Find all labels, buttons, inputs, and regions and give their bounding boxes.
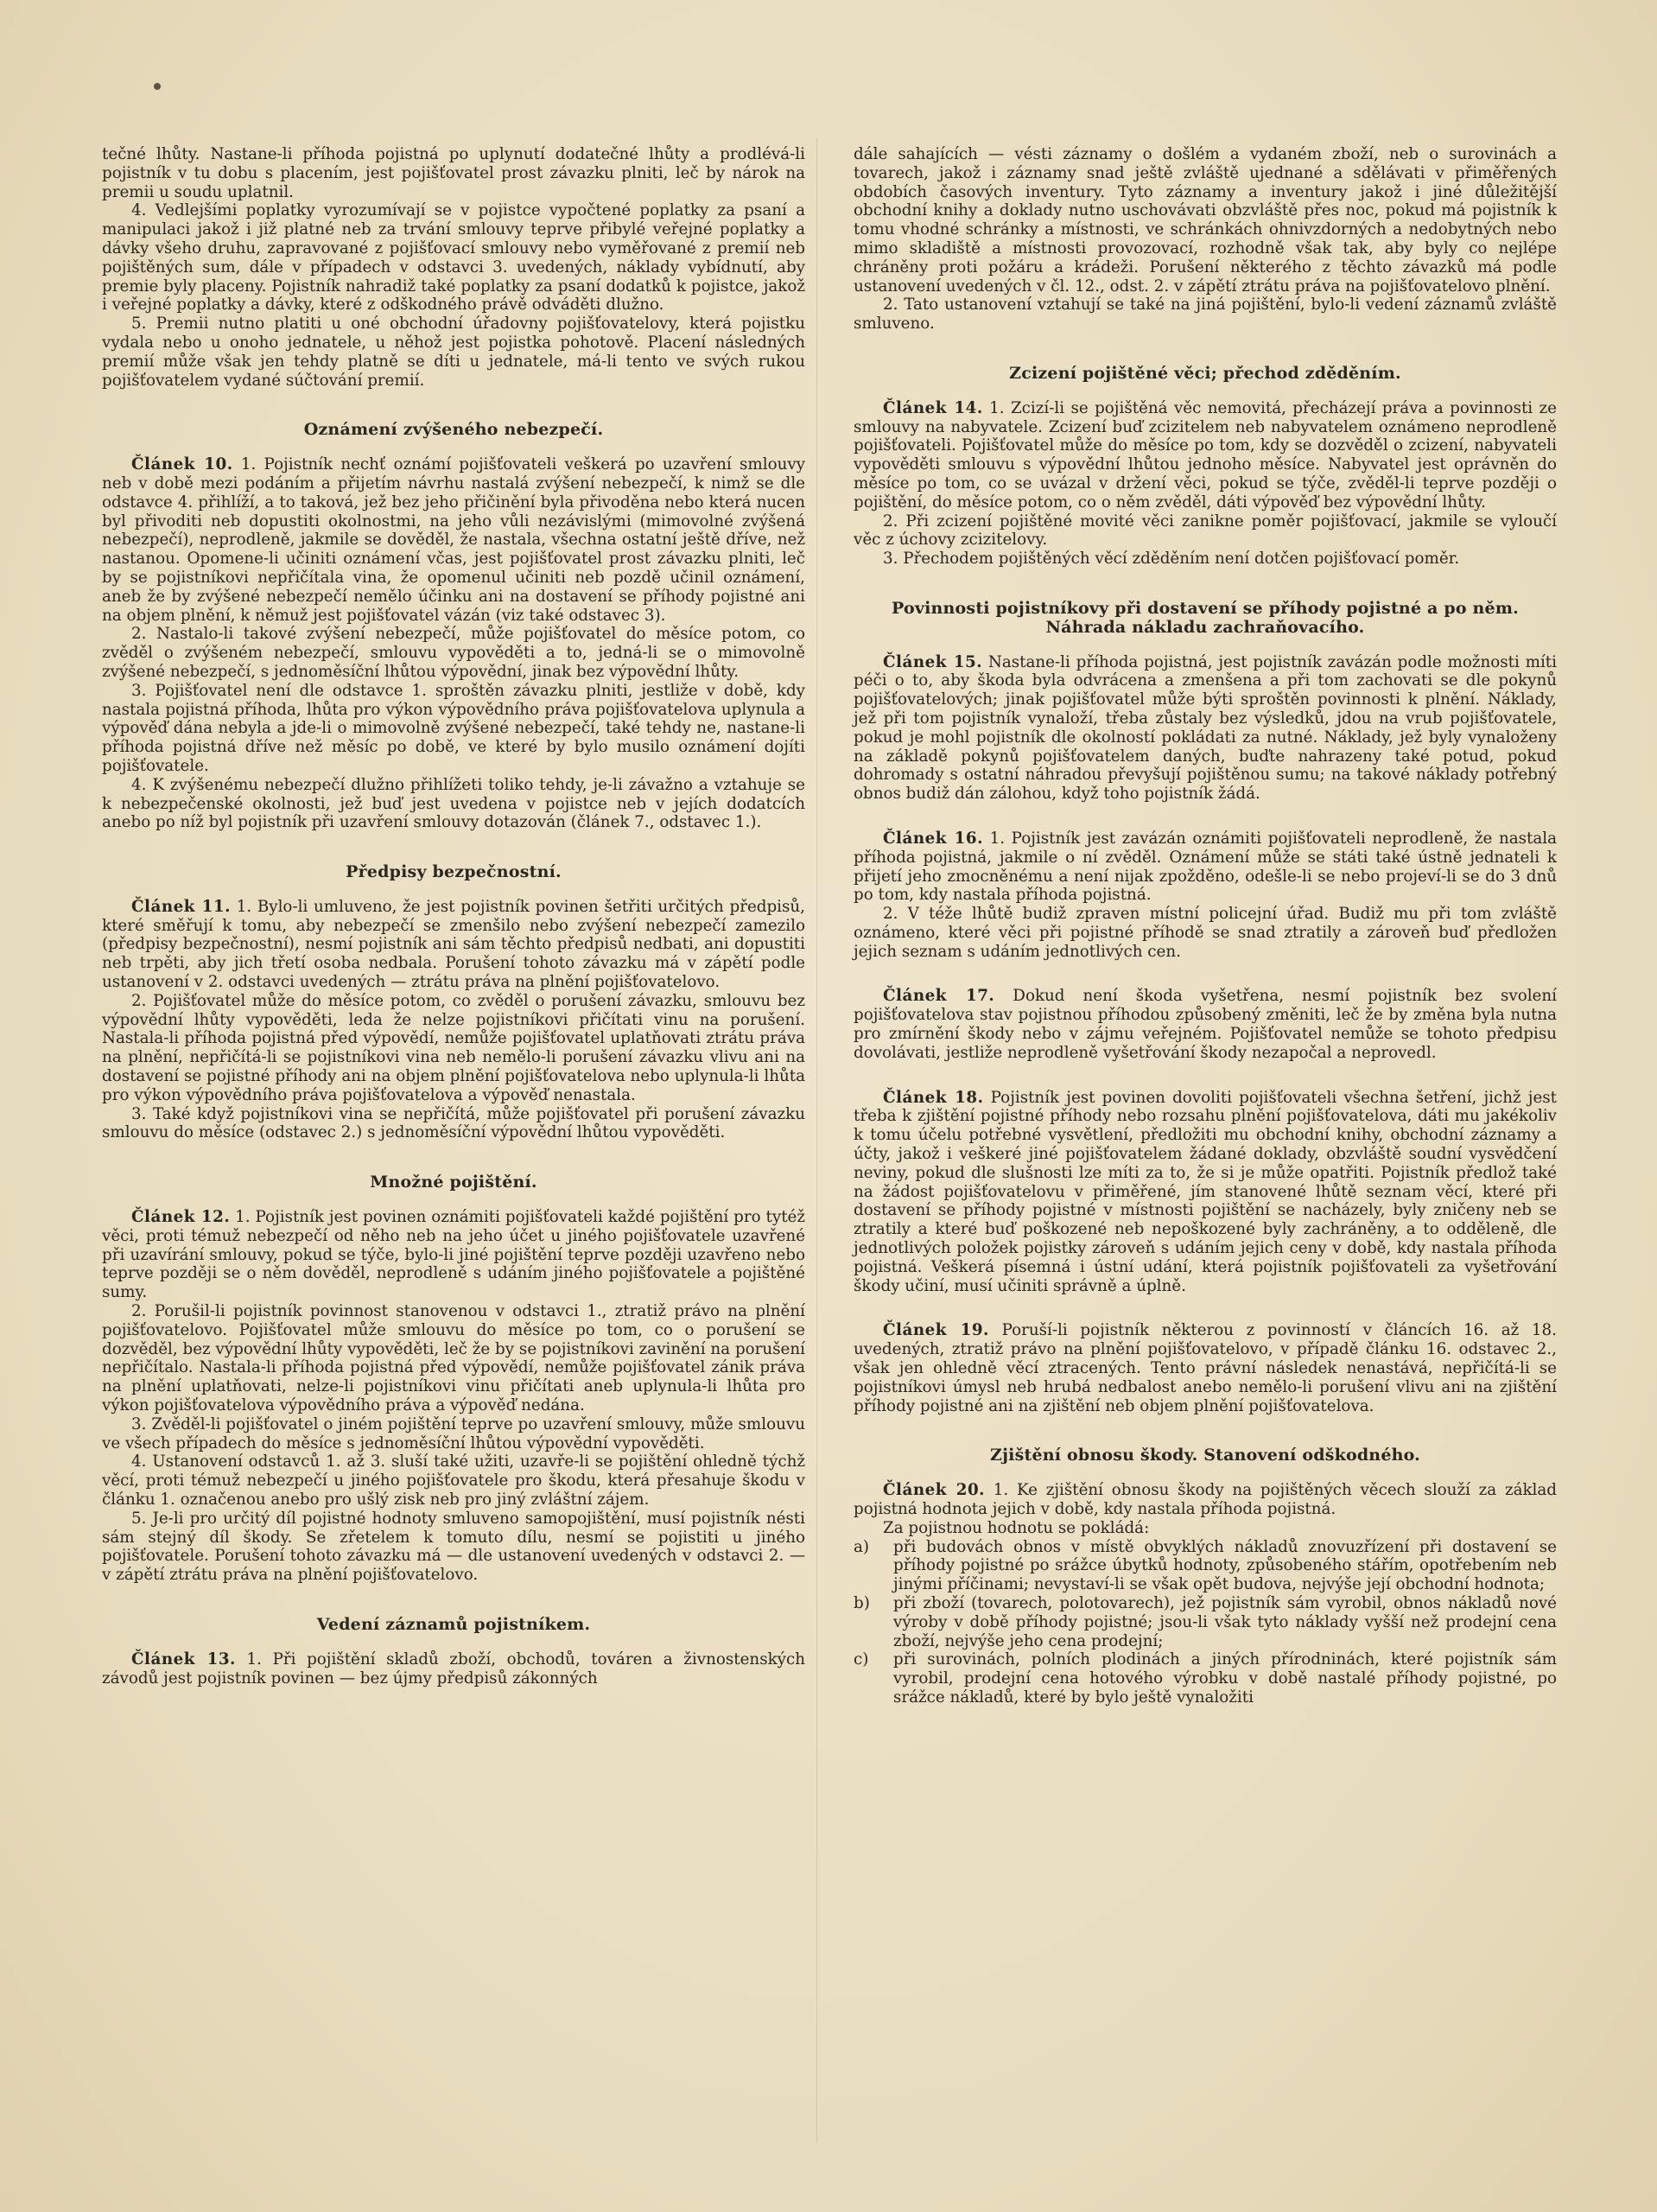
list-item (854, 1594, 1557, 1650)
article-paragraph (102, 1650, 805, 1688)
paragraph: 2. V téže lhůtě budiž zpraven místní policejní úřad. Budiž mu při tom zvláště oznámeno, které věci při pojistné příhodě se snad ztratily a zároveň buď předložen jejich seznam s udáním jednotlivých cen. (854, 905, 1557, 961)
article-text: Nastane-li příhoda pojistná, jest pojistník zavázán podle možnosti míti péči o to, aby škoda byla odvrácena a zmenšena a při tom zachovati se dle pokynů pojišťovatelových; jinak pojišťovatel může býti sproštěn povinnosti k plnění. Náklady, jež při tom pojistník vynaloží, třeba zůstaly bez výsledků, jdou na vrub pojišťovatele, pokud je mohl pojistník dle okolností pokládati za nutné. Náklady, jež byly vynaloženy na základě pokynů pojišťovatelem daných, buďte nahrazeny také potud, pokud dohromady s ostatní náhradou převyšují pojištěnou sumu; na takové náklady potřebný obnos budiž dán zálohou, když toho pojistník žádá. (854, 652, 1557, 804)
left-column (102, 145, 805, 1688)
section-heading (854, 600, 1557, 638)
article-text: 1. Zcizí-li se pojištěná věc nemovitá, přecházejí práva a povinnosti ze smlouvy na nabyvatele. Zcizení buď zcizitelem neb nabyvatelem oznámeno neprodleně pojišťovateli. Pojišťovatel může do měsíce po tom, kdy se dozvěděl o zcizení, nabyvateli vypověděti smlouvu s výpovědní lhůtou jednoho měsíce. Nabyvatel jest oprávněn do měsíce po tom, co se uvázal v držení věci, pokud se týče, zvěděl-li teprve později o pojištění, do měsíce potom, co o něm zvěděl, dáti výpověď bez výpovědní lhůty. (854, 398, 1557, 512)
article-text: 1. Bylo-li umluveno, že jest pojistník povinen šetřiti určitých předpisů, které směřují k tomu, aby nebezpečí se zmenšilo nebo zvýšení nebezpečí zamezilo (předpisy bezpečnostní), nesmí pojistník ani sám těchto předpisů nedbati, ani dopustiti neb trpěti, aby jich třetí osoba nedbala. Porušení tohoto závazku má v zápětí podle ustanovení v 2. odstavci uvedených — ztrátu práva na plnění pojišťovatelovo. (102, 897, 805, 992)
heading-line: Povinnosti pojistníkovy při dostavení se příhody pojistné a po něm. (892, 598, 1519, 618)
paragraph: 4. Vedlejšími poplatky vyrozumívají se v pojistce vypočtené poplatky za psaní a manipulaci jakož i již platné neb za trvání smlouvy teprve přibylé veřejné poplatky a dávky všeho druhu, zapravované z pojišťovací smlouvy nebo vyměřované z premií neb pojištěných sum, dále v případech v odstavci 3. uvedených, náklady vybídnutí, aby premie byly placeny. Pojistník nahradiž také poplatky za psaní dodatků k pojistce, jakož i veřejné poplatky a dávky, které z odškodného právě odváděti dlužno. (102, 201, 805, 315)
article-number: Článek 19. (883, 1321, 989, 1340)
paragraph: 2. Nastalo-li takové zvýšení nebezpečí, může pojišťovatel do měsíce potom, co zvěděl o zvýšeném nebezpečí, smlouvu vypověděti a to, jedná-li se o mimovolně zvýšené nebezpečí, s jednoměsíční lhůtou výpovědní, jinak bez výpovědní lhůty. (102, 625, 805, 681)
article-text: 1. Při pojištění skladů zboží, obchodů, továren a živnostenských závodů jest pojistník povinen — bez újmy předpisů zákonných (102, 1649, 805, 1688)
list-item-text: při budovách obnos v místě obvyklých nákladů znovuzřízení při dostavení se příhody pojistné po srážce úbytků hodnoty, způsobeného stářím, opotřebením neb jinými příčinami; nevystaví-li se však opět budova, nejvýše její obchodní hodnota; (893, 1537, 1557, 1594)
article-number: Článek 17. (883, 987, 995, 1006)
article-text: 1. Pojistník nechť oznámí pojišťovateli veškerá po uzavření smlouvy neb v době mezi podáním a přijetím návrhu nastalá zvýšení nebezpečí, k nimž se dle odstavce 4. přihlíží, a to taková, jež bez jeho přičinění byla přivoděna nebo která nucen byl přivoditi neb dopustiti okolnostmi, na jeho vůli nezávislými (mimovolné zvýšená nebezpečí), neprodleně, jakmile se dověděl, že nastala, všechna ostatní ještě dříve, než nastanou. Opomene-li učiniti oznámení včas, jest pojišťovatel prost závazku plniti, leč by se pojistníkovi nepřičítala vina, že opomenul učiniti neb pozdě učinil oznámení, aneb že by zvýšené nebezpečí nemělo účinku ani na dostavení se příhody pojistné ani na objem plnění, k němuž jest pojišťovatel vázán (viz také odstavec 3). (102, 455, 806, 625)
section-heading: Oznámení zvýšeného nebezpečí. (303, 420, 604, 440)
article-paragraph (854, 830, 1557, 905)
paragraph: 2. Při zcizení pojištěné movité věci zanikne poměr pojišťovací, jakmile se vyloučí věc z úchovy zcizitelovy. (854, 512, 1557, 550)
paragraph: 2. Pojišťovatel může do měsíce potom, co zvěděl o porušení závazku, smlouvu bez výpovědní lhůty vypověděti, leda že nelze pojistníkovi přičítati vinu na porušení. Nastala-li příhoda pojistná před výpovědí, nemůže pojišťovatel uplatňovati ztrátu práva na plnění, nepřičítá-li se pojistníkovi vina neb nemělo-li porušení závazku vlivu ani na dostavení se pojistné příhody ani na objem plnění pojišťovatelova nebo uplynula-li lhůta pro výkon výpovědního práva pojišťovatelova a výpověď nenastala. (102, 991, 805, 1104)
list-marker: b) (854, 1594, 870, 1612)
section-heading: Vedení záznamů pojistníkem. (316, 1614, 591, 1634)
right-column (854, 145, 1557, 1707)
article-text: 1. Pojistník jest povinen oznámiti pojišťovateli každé pojištění pro tytéž věci, proti témuž nebezpečí od něho neb na jeho účet u jiného pojišťovatele uzavřené při uzavírání smlouvy, pokud se týče, bylo-li jiné pojištění teprve později uzavřeno nebo teprve později se o něm dověděl, neprodleně s udáním jiného pojišťovatele a pojištěné sumy. (102, 1208, 805, 1302)
article-number: Článek 12. (131, 1208, 231, 1227)
list-marker: a) (854, 1537, 870, 1556)
section-heading: Zjištění obnosu škody. Stanovení odškodného. (990, 1446, 1420, 1465)
article-paragraph (102, 898, 805, 992)
section-heading: Množné pojištění. (370, 1173, 537, 1192)
article-text: 1. Ke zjištění obnosu škody na pojištěných věcech slouží za základ pojistná hodnota jejich v době, kdy nastala příhoda pojistná. (854, 1481, 1558, 1519)
list-item-text: při surovinách, polních plodinách a jiných přírodninách, které pojistník sám vyrobil, prodejní cena hotového výrobku v době nastalé příhody pojistné, po srážce nákladů, které by bylo ještě vynaložiti (893, 1650, 1557, 1707)
paragraph: 4. Ustanovení odstavců 1. až 3. sluší také užiti, uzavře-li se pojištění ohledně týchž věcí, proti témuž nebezpečí u jiného pojišťovatele pro škodu, která přesahuje škodu v článku 1. označenou anebo pro ušlý zisk neb pro jiný zvláštní zájem. (102, 1452, 805, 1509)
paragraph: 3. Pojišťovatel není dle odstavce 1. sproštěn závazku plniti, jestliže v době, kdy nastala pojistná příhoda, lhůta pro výkon výpovědního práva pojišťovatelova uplynula a výpověď dána nebyla a jde-li o mimovolně zvýšené nebezpečí, také tehdy ne, nastane-li příhoda pojistná dříve než měsíc po době, ve které by bylo musilo oznámení dojíti pojišťovatele. (102, 681, 805, 775)
column-gutter (816, 138, 817, 2143)
list-marker: c) (854, 1650, 869, 1669)
paragraph: 3. Také když pojistníkovi vina se nepřičítá, může pojišťovatel při porušení závazku smlouvu do měsíce (odstavec 2.) s jednoměsíční výpovědní lhůtou vypověděti. (102, 1104, 805, 1142)
paragraph: 3. Zvěděl-li pojišťovatel o jiném pojištění teprve po uzavření smlouvy, může smlouvu ve všech případech do měsíce s jednoměsíční lhůtou výpovědní vypověděti. (102, 1414, 805, 1452)
list-item (854, 1650, 1557, 1707)
enumerated-list (854, 1538, 1557, 1707)
article-number: Článek 11. (131, 897, 231, 916)
paragraph: 4. K zvýšenému nebezpečí dlužno přihlížeti toliko tehdy, je-li závažno a vztahuje se k nebezpečenské okolnosti, jež buď jest uvedena v pojistce neb v jejích dodatcích anebo po níž byl pojistník při uzavření smlouvy dotazován (článek 7., odstavec 1.). (102, 775, 805, 832)
article-paragraph (854, 1481, 1557, 1519)
paragraph: 2. Tato ustanovení vztahují se také na jiná pojištění, bylo-li vedení záznamů zvláště smluveno. (854, 296, 1557, 334)
list-item (854, 1538, 1557, 1594)
ink-dot (154, 83, 161, 90)
article-paragraph (102, 455, 805, 625)
heading-line: Náhrada nákladu zachraňovacího. (1045, 617, 1365, 637)
list-item-text: při zboží (tovarech, polotovarech), jež pojistník sám vyrobil, obnos nákladů nové výroby v době příhody pojistné; jsou-li však tyto náklady vyšší než prodejní cena zboží, nejvýše jeho cena prodejní; (893, 1594, 1557, 1650)
article-number: Článek 18. (883, 1088, 984, 1107)
section-heading: Předpisy bezpečnostní. (346, 862, 562, 882)
article-number: Článek 13. (131, 1649, 236, 1669)
article-paragraph (854, 1089, 1557, 1296)
paragraph: tečné lhůty. Nastane-li příhoda pojistná po uplynutí dodatečné lhůty a prodlévá-li pojistník v tu dobu s placením, jest pojišťovatel prost závazku plniti, leč by nárok na premii u soudu uplatnil. (102, 145, 805, 201)
paragraph: 3. Přechodem pojištěných věcí zděděním není dotčen pojišťovací poměr. (883, 550, 1460, 569)
article-text: Poruší-li pojistník některou z povinností v článcích 16. až 18. uvedených, ztratiž právo na plnění pojišťovatelovo, v případě článku 16. odstavec 2., však jen ohledně věcí ztracených. Tento právní následek nenastává, nepřičítá-li se pojistníkovi úmysl neb hrubá nedbalost anebo nemělo-li porušení vlivu ani na zjištění příhody pojistné ani na zjištění neb objem plnění pojišťovatelova. (854, 1321, 1557, 1415)
paragraph: 2. Porušil-li pojistník povinnost stanovenou v odstavci 1., ztratiž právo na plnění pojišťovatelovo. Pojišťovatel může smlouvu do měsíce po tom, co o porušení se dozvěděl, bez výpovědní lhůty vypověděti, leč že by se pojistníkovi zavinění na porušení nepřičítalo. Nastala-li příhoda pojistná před výpovědí, nemůže pojišťovatel zánik práva na plnění uplatňovati, nelze-li pojistníkovi vinu přičítati aneb uplynula-li lhůta pro výkon pojišťovatelova výpovědního práva a výpověď nedána. (102, 1302, 805, 1415)
article-number: Článek 15. (883, 652, 983, 671)
article-number: Článek 16. (883, 829, 983, 848)
article-text: Dokud není škoda vyšetřena, nesmí pojistník bez svolení pojišťovatelova stav pojistnou příhodou způsobený změniti, leč že by změna byla nutna pro zmírnění škody nebo v zájmu veřejném. Pojišťovatel nemůže se tohoto předpisu dovolávati, jestliže neprodleně vyšetřování škody nezapočal a neprovedl. (854, 987, 1557, 1062)
article-paragraph (102, 1208, 805, 1302)
article-number: Článek 20. (883, 1481, 986, 1500)
article-text: 1. Pojistník jest zavázán oznámiti pojišťovateli neprodleně, že nastala příhoda pojistná, jakmile o ní zvěděl. Oznámení může se státi také ústně jednateli k přijetí jeho zmocněnému a není nijak zpožděno, odešle-li se nebo projeví-li se do 3 dnů po tom, kdy nastala příhoda pojistná. (854, 829, 1557, 905)
article-paragraph (854, 653, 1557, 804)
paragraph: Za pojistnou hodnotu se pokládá: (883, 1518, 1150, 1537)
paragraph: 5. Premii nutno platiti u oné obchodní úřadovny pojišťovatelovy, která pojistku vydala nebo u onoho jednatele, u něhož jest pojistka pohotově. Placení následných premií může však jen tehdy platně se díti u jednatele, má-li tento ve svých rukou pojišťovatelem vydané súčtování premií. (102, 315, 805, 390)
article-text: Pojistník jest povinen dovoliti pojišťovateli všechna šetření, jichž jest třeba k zjištění pojistné příhody nebo rozsahu plnění pojišťovatelova, dáti mu jakékoliv k tomu účelu potřebné vysvětlení, předložiti mu obchodní knihy, obchodní záznamy a účty, jakož i veškeré jiné pojišťovatelem žádané doklady, obzvláště soudní vysvědčení neviny, pokud dle slušnosti lze míti za to, že si je může opatřiti. Pojistník předlož také na žádost pojišťovatelovu v přiměřené, jím stanovené lhůtě seznam věcí, které při dostavení se příhody pojistné v místnosti pojištění se nacházely, byly zničeny neb se ztratily a které buď poškozené neb nepoškozené byly zachráněny, a to odděleně, dle jednotlivých položek pojistky zároveň s udáním jejich ceny v době, kdy nastala příhoda pojistná. Veškerá písemná i ústní udání, která pojistník pojišťovateli za vyšetřování škody učiní, musí učiniti správně a úplně. (854, 1088, 1557, 1295)
paragraph: dále sahajících — vésti záznamy o došlém a vydaném zboží, neb o surovinách a tovarech, jakož i záznamy snad ještě zvláště ujednané a sdělávati v přiměřených obdobích časových inventury. Tyto záznamy a inventury jakož i jiné důležitější obchodní knihy a doklady nutno uschovávati obzvláště přes noc, pokud má pojistník k tomu vhodné schránky a místnosti, ve schránkách ohnivzdorných a nedobytných nebo mimo skladiště a místnosti provozovací, rozhodně však tak, aby byly co nejlépe chráněny proti požáru a krádeži. Porušení některého z těchto závazků má podle ustanovení uvedených v čl. 12., odst. 2. v zápětí ztrátu práva na pojišťovatelovo plnění. (854, 145, 1557, 296)
article-paragraph (854, 1321, 1557, 1415)
article-number: Článek 14. (883, 398, 983, 417)
article-paragraph (854, 399, 1557, 512)
article-paragraph (854, 987, 1557, 1062)
section-heading: Zcizení pojištěné věci; přechod zděděním. (1009, 363, 1401, 383)
article-number: Článek 10. (131, 455, 233, 474)
paragraph: 5. Je-li pro určitý díl pojistné hodnoty smluveno samopojištění, musí pojistník nésti sám stejný díl škody. Se zřetelem k tomuto dílu, nesmí se pojistiti u jiného pojišťovatele. Porušení tohoto závazku má — dle ustanovení uvedených v odstavci 2. — v zápětí ztrátu práva na plnění pojišťovatelovo. (102, 1509, 805, 1585)
